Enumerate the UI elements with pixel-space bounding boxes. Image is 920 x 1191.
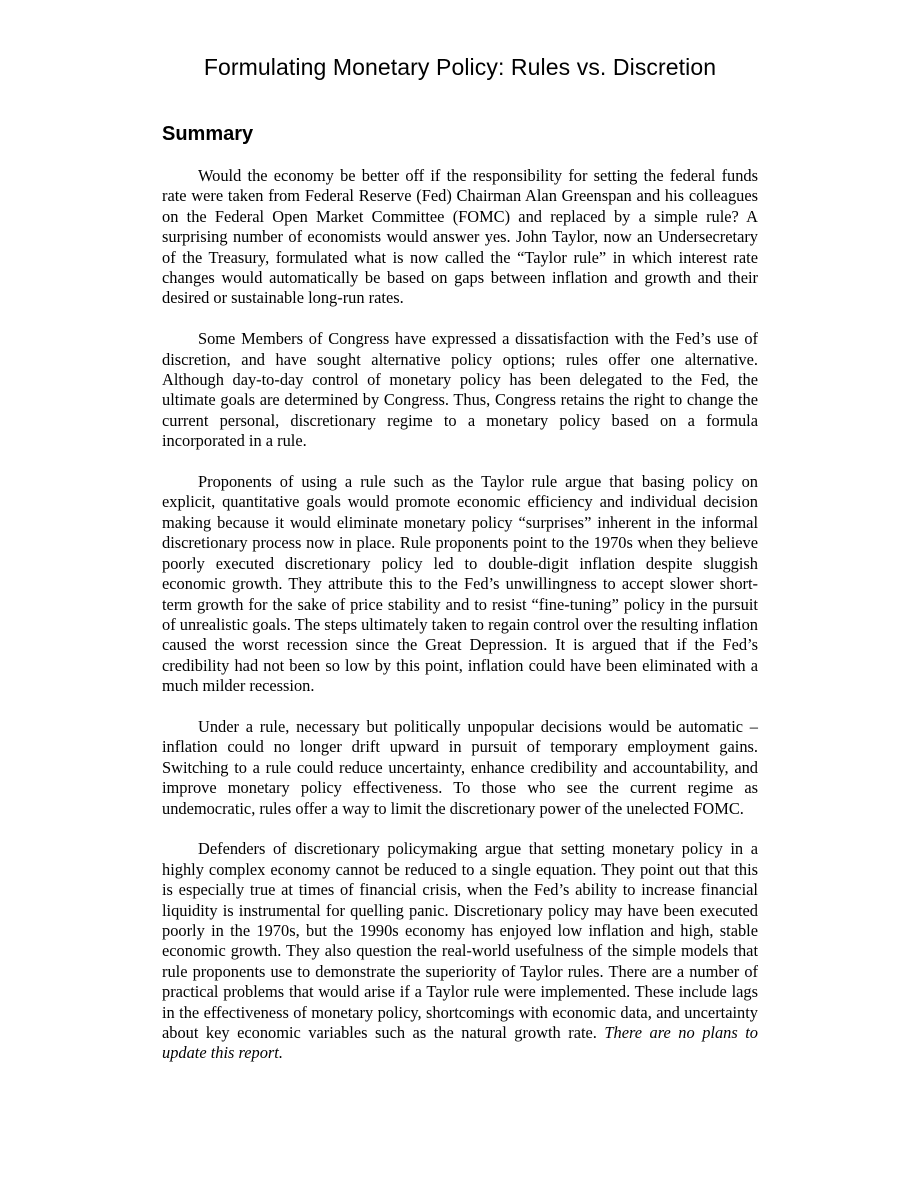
summary-body	[162, 166, 758, 1084]
paragraph-4: Under a rule, necessary but politically unpopular decisions would be automatic – inflation could no longer drift upward in pursuit of temporary employment gains. Switching to a rule could reduce uncertainty, enhance credibility and accountability, and improve monetary policy effectiveness. To those who see the current regime as undemocratic, rules offer a way to limit the discretionary power of the unelected FOMC.	[162, 716, 758, 818]
section-heading-summary: Summary	[162, 123, 254, 145]
paragraph-5-text: Defenders of discretionary policymaking argue that setting monetary policy in a highly complex economy cannot be reduced to a single equation. They point out that this is especially true at times of financial crisis, when the Fed’s ability to increase financial liquidity is instrumental for quelling panic. Discretionary policy may have been executed poorly in the 1970s, but the 1990s economy has enjoyed low inflation and high, stable economic growth. They also question the real-world usefulness of the simple models that rule proponents use to demonstrate the superiority of Taylor rules. There are a number of practical problems that would arise if a Taylor rule were implemented. These include lags in the effectiveness of monetary policy, shortcomings with economic data, and uncertainty about key economic variables such as the natural growth rate.	[162, 839, 758, 1042]
document-title: Formulating Monetary Policy: Rules vs. Discretion	[203, 54, 717, 80]
paragraph-5	[162, 839, 758, 1063]
paragraph-1: Would the economy be better off if the responsibility for setting the federal funds rate were taken from Federal Reserve (Fed) Chairman Alan Greenspan and his colleagues on the Federal Open Market Committee (FOMC) and replaced by a simple rule? A surprising number of economists would answer yes. John Taylor, now an Undersecretary of the Treasury, formulated what is now called the “Taylor rule” in which interest rate changes would automatically be based on gaps between inflation and growth and their desired or sustainable long-run rates.	[162, 166, 758, 308]
update-note: There are no plans to update this report.	[162, 1023, 758, 1063]
paragraph-3: Proponents of using a rule such as the Taylor rule argue that basing policy on explicit, quantitative goals would promote economic efficiency and individual decision making because it would eliminate monetary policy “surprises” inherent in the informal discretionary process now in place. Rule proponents point to the 1970s when they believe poorly executed discretionary policy led to double-digit inflation despite sluggish economic growth. They attribute this to the Fed’s unwillingness to accept slower short-term growth for the sake of price stability and to resist “fine-tuning” policy in the pursuit of unrealistic goals. The steps ultimately taken to regain control over the resulting inflation caused the worst recession since the Great Depression. It is argued that if the Fed’s credibility had not been so low by this point, inflation could have been eliminated with a much milder recession.	[162, 472, 758, 696]
paragraph-2: Some Members of Congress have expressed a dissatisfaction with the Fed’s use of discretion, and have sought alternative policy options; rules offer one alternative. Although day-to-day control of monetary policy has been delegated to the Fed, the ultimate goals are determined by Congress. Thus, Congress retains the right to change the current personal, discretionary regime to a monetary policy based on a formula incorporated in a rule.	[162, 329, 758, 451]
